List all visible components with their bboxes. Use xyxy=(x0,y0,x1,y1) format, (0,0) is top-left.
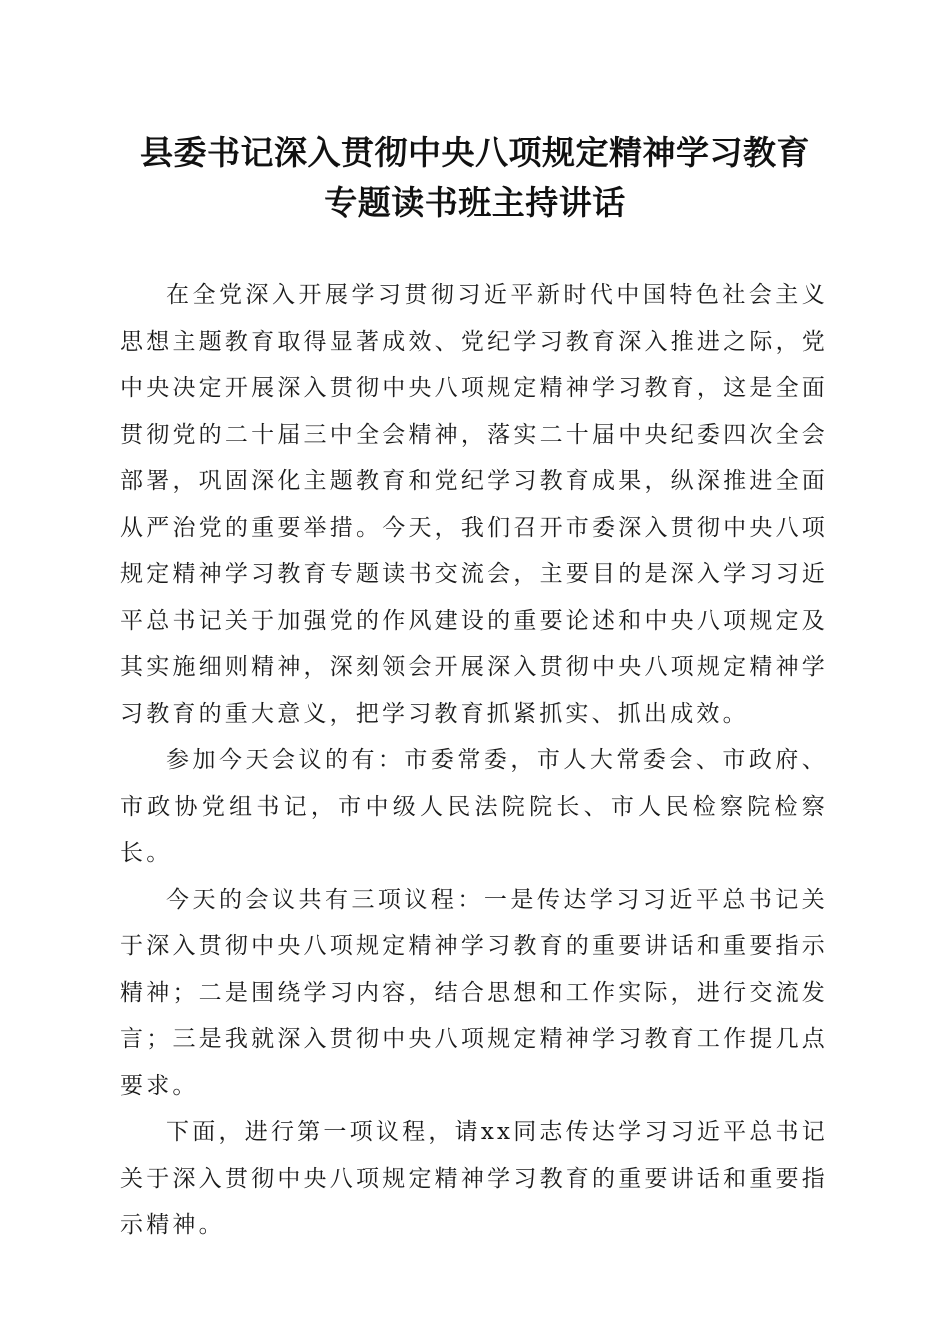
title-line-1: 县委书记深入贯彻中央八项规定精神学习教育 xyxy=(140,133,810,172)
title-line-2: 专题读书班主持讲话 xyxy=(324,183,626,222)
paragraph-first-item: 下面，进行第一项议程，请xx同志传达学习习近平总书记关于深入贯彻中央八项规定精神学习教育的重要讲话和重要指示精神。 xyxy=(120,1119,828,1238)
paragraph-agenda: 今天的会议共有三项议程：一是传达学习习近平总书记关于深入贯彻中央八项规定精神学习教育的重要讲话和重要指示精神；二是围绕学习内容，结合思想和工作实际，进行交流发言；三是我就深入贯彻中央八项规定精神学习教育工作提几点要求。 xyxy=(120,886,828,1099)
paragraph-intro: 在全党深入开展学习贯彻习近平新时代中国特色社会主义思想主题教育取得显著成效、党纪学习教育深入推进之际，党中央决定开展深入贯彻中央八项规定精神学习教育，这是全面贯彻党的二十届三中全会精神，落实二十届中央纪委四次全会部署，巩固深化主题教育和党纪学习教育成果，纵深推进全面从严治党的重要举措。今天，我们召开市委深入贯彻中央八项规定精神学习教育专题读书交流会，主要目的是深入学习习近平总书记关于加强党的作风建设的重要论述和中央八项规定及其实施细则精神，深刻领会开展深入贯彻中央八项规定精神学习教育的重大意义，把学习教育抓紧抓实、抓出成效。 xyxy=(120,282,828,727)
document-title xyxy=(110,128,840,228)
paragraph-attendees: 参加今天会议的有：市委常委，市人大常委会、市政府、市政协党组书记，市中级人民法院院长、市人民检察院检察长。 xyxy=(120,747,828,866)
document-body xyxy=(120,272,828,1249)
